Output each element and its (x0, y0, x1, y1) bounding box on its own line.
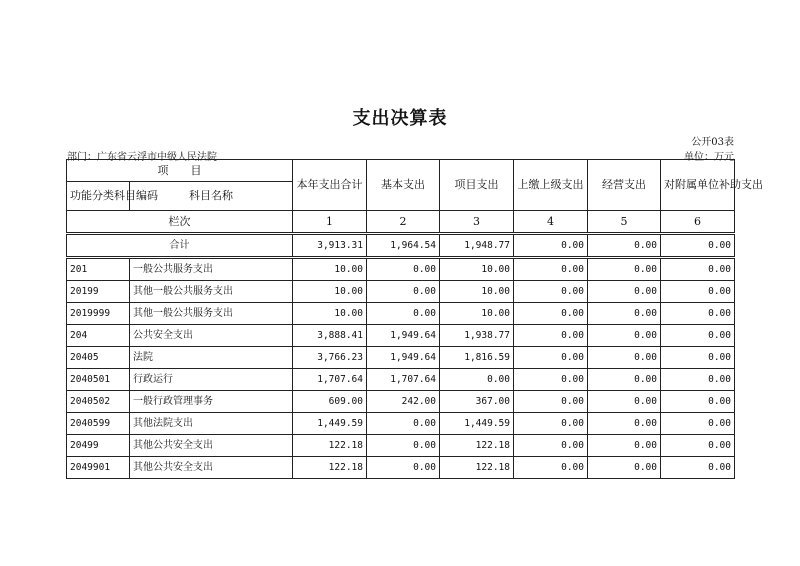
row-code: 2040599 (67, 413, 130, 435)
row-value: 10.00 (440, 303, 514, 325)
row-subject-name: 法院 (130, 347, 293, 369)
row-value: 1,949.64 (367, 325, 440, 347)
table-row (67, 413, 735, 435)
row-value: 0.00 (588, 369, 661, 391)
row-value: 10.00 (293, 303, 367, 325)
row-value: 1,938.77 (440, 325, 514, 347)
row-value: 0.00 (588, 413, 661, 435)
row-value: 1,707.64 (293, 369, 367, 391)
row-subject-name: 一般公共服务支出 (130, 258, 293, 281)
table-row (67, 457, 735, 479)
index-number: 4 (514, 211, 588, 234)
row-value: 122.18 (440, 435, 514, 457)
table-row (67, 281, 735, 303)
row-value: 242.00 (367, 391, 440, 413)
header-col-subsidy: 对附属单位补助支出 (661, 160, 735, 211)
row-value: 0.00 (661, 303, 735, 325)
row-value: 0.00 (661, 369, 735, 391)
row-value: 0.00 (588, 258, 661, 281)
table-row (67, 258, 735, 281)
row-value: 0.00 (588, 325, 661, 347)
row-value: 10.00 (440, 281, 514, 303)
row-value: 0.00 (661, 281, 735, 303)
form-code: 公开03表 (691, 137, 734, 148)
row-value: 0.00 (514, 457, 588, 479)
table-row (67, 303, 735, 325)
row-value: 122.18 (440, 457, 514, 479)
index-row (67, 211, 735, 234)
total-value: 1,948.77 (440, 234, 514, 258)
row-value: 0.00 (661, 391, 735, 413)
total-value: 3,913.31 (293, 234, 367, 258)
row-value: 0.00 (588, 435, 661, 457)
row-subject-name: 其他公共安全支出 (130, 457, 293, 479)
row-code: 20199 (67, 281, 130, 303)
total-value: 0.00 (661, 234, 735, 258)
total-row (67, 234, 735, 258)
row-value: 0.00 (588, 303, 661, 325)
table-row (67, 369, 735, 391)
row-value: 0.00 (514, 391, 588, 413)
row-value: 3,766.23 (293, 347, 367, 369)
header-func-code: 功能分类科目编码 (67, 182, 130, 211)
index-number: 2 (367, 211, 440, 234)
row-code: 20405 (67, 347, 130, 369)
row-value: 0.00 (514, 413, 588, 435)
row-subject-name: 公共安全支出 (130, 325, 293, 347)
row-code: 2040501 (67, 369, 130, 391)
row-subject-name: 其他一般公共服务支出 (130, 303, 293, 325)
row-code: 201 (67, 258, 130, 281)
row-code: 20499 (67, 435, 130, 457)
row-value: 122.18 (293, 435, 367, 457)
row-value: 0.00 (588, 347, 661, 369)
header-col-business: 经营支出 (588, 160, 661, 211)
row-value: 0.00 (367, 457, 440, 479)
row-value: 10.00 (293, 258, 367, 281)
expenditure-table (66, 159, 763, 479)
row-value: 0.00 (440, 369, 514, 391)
row-value: 0.00 (588, 457, 661, 479)
row-code: 2049901 (67, 457, 130, 479)
row-subject-name: 行政运行 (130, 369, 293, 391)
row-value: 0.00 (514, 347, 588, 369)
row-subject-name: 一般行政管理事务 (130, 391, 293, 413)
document-title: 支出决算表 (352, 108, 448, 129)
row-value: 0.00 (367, 281, 440, 303)
row-value: 0.00 (661, 457, 735, 479)
row-subject-name: 其他公共安全支出 (130, 435, 293, 457)
header-subject-name: 科目名称 (130, 182, 293, 211)
row-value: 0.00 (514, 303, 588, 325)
table-row (67, 325, 735, 347)
row-value: 0.00 (514, 369, 588, 391)
index-number: 5 (588, 211, 661, 234)
row-value: 0.00 (661, 347, 735, 369)
row-value: 0.00 (367, 413, 440, 435)
row-value: 0.00 (514, 281, 588, 303)
row-value: 0.00 (588, 391, 661, 413)
row-value: 0.00 (514, 258, 588, 281)
total-label: 合计 (67, 234, 293, 258)
row-value: 0.00 (661, 325, 735, 347)
header-row-1 (67, 160, 735, 182)
row-value: 609.00 (293, 391, 367, 413)
header-project: 项 目 (67, 160, 293, 182)
header-col-project: 项目支出 (440, 160, 514, 211)
header-col-total: 本年支出合计 (293, 160, 367, 211)
row-value: 122.18 (293, 457, 367, 479)
index-number: 6 (661, 211, 735, 234)
header-col-basic: 基本支出 (367, 160, 440, 211)
table-row (67, 435, 735, 457)
row-value: 3,888.41 (293, 325, 367, 347)
row-subject-name: 其他法院支出 (130, 413, 293, 435)
row-code: 204 (67, 325, 130, 347)
row-value: 0.00 (367, 303, 440, 325)
row-value: 10.00 (293, 281, 367, 303)
row-value: 367.00 (440, 391, 514, 413)
row-value: 1,449.59 (440, 413, 514, 435)
row-value: 0.00 (661, 413, 735, 435)
row-value: 0.00 (514, 435, 588, 457)
row-value: 1,449.59 (293, 413, 367, 435)
header-col-upper: 上缴上级支出 (514, 160, 588, 211)
row-value: 0.00 (661, 258, 735, 281)
row-value: 0.00 (661, 435, 735, 457)
index-label: 栏次 (67, 211, 293, 234)
row-value: 1,707.64 (367, 369, 440, 391)
unit-label: 单位：万元 (684, 152, 734, 163)
row-code: 2019999 (67, 303, 130, 325)
total-value: 0.00 (588, 234, 661, 258)
row-value: 10.00 (440, 258, 514, 281)
row-value: 0.00 (588, 281, 661, 303)
total-value: 1,964.54 (367, 234, 440, 258)
row-value: 0.00 (514, 325, 588, 347)
index-number: 3 (440, 211, 514, 234)
index-number: 1 (293, 211, 367, 234)
row-code: 2040502 (67, 391, 130, 413)
row-value: 0.00 (367, 435, 440, 457)
row-value: 1,949.64 (367, 347, 440, 369)
table-row (67, 391, 735, 413)
department-label: 部门：广东省云浮市中级人民法院 (67, 152, 217, 163)
table-row (67, 347, 735, 369)
row-subject-name: 其他一般公共服务支出 (130, 281, 293, 303)
total-value: 0.00 (514, 234, 588, 258)
row-value: 1,816.59 (440, 347, 514, 369)
row-value: 0.00 (367, 258, 440, 281)
